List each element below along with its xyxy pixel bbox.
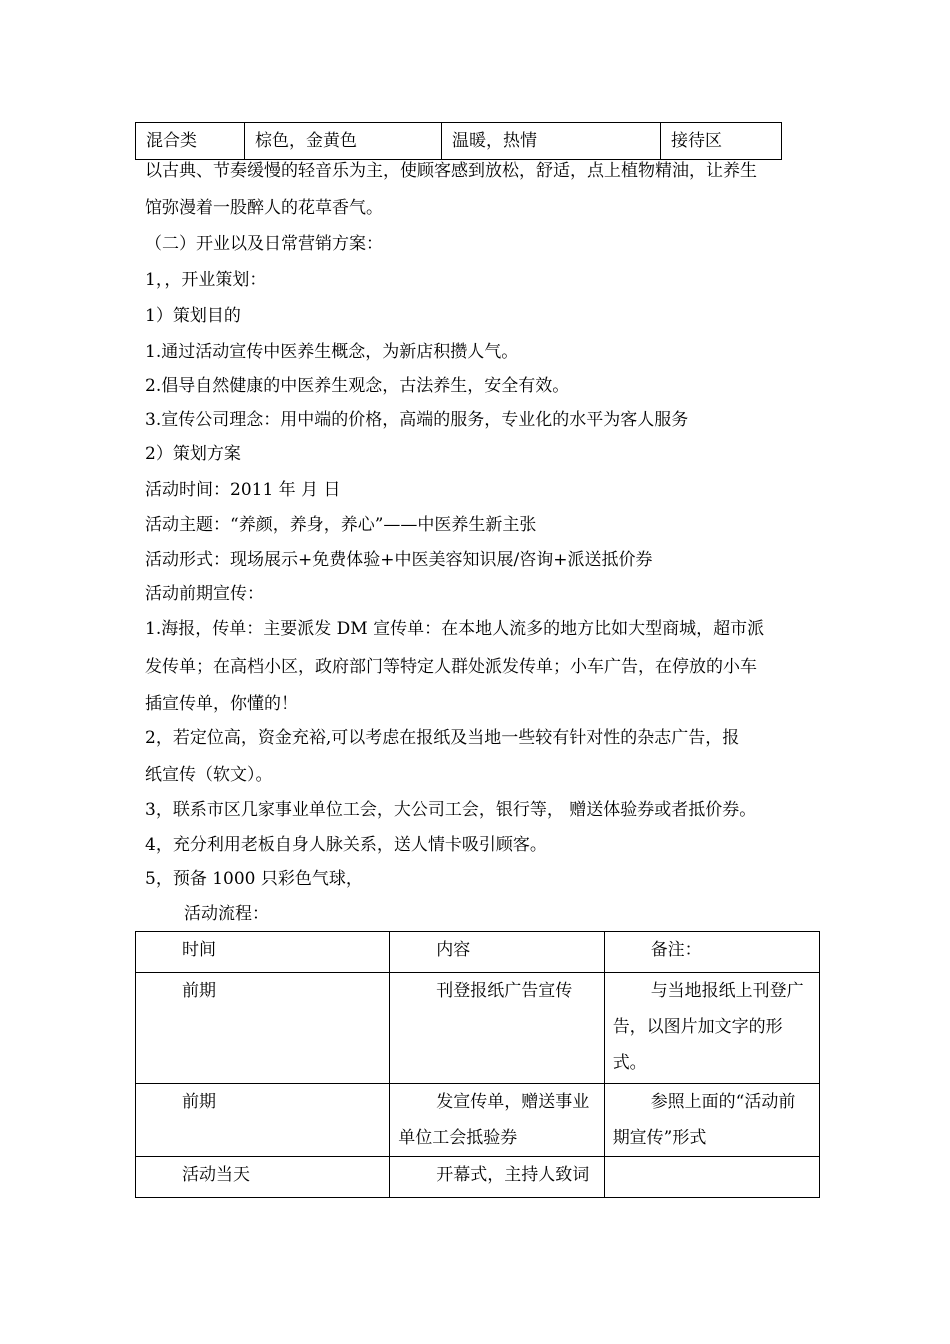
list-item: 发传单；在高档小区，政府部门等特定人群处派发传单；小车广告，在停放的小车 <box>145 657 757 677</box>
table-cell: 前期 <box>136 1084 390 1157</box>
activity-time: 活动时间：2011 年 月 日 <box>145 480 341 500</box>
table-cell: 棕色，金黄色 <box>245 123 442 160</box>
table-row <box>136 932 820 973</box>
paragraph-line: 馆弥漫着一股醉人的花草香气。 <box>145 198 383 218</box>
table-cell <box>604 973 819 1084</box>
list-item: 5，预备 1000 只彩色气球， <box>145 869 363 889</box>
list-item: 纸宣传（软文）。 <box>145 765 273 785</box>
activity-theme: 活动主题：“养颜，养身，养心”——中医养生新主张 <box>145 515 537 535</box>
activity-flow-table <box>135 931 820 1198</box>
paragraph-line: 以古典、节奏缓慢的轻音乐为主，使顾客感到放松，舒适，点上植物精油，让养生 <box>145 161 757 181</box>
table-row <box>136 1084 820 1157</box>
cell-line: 与当地报纸上刊登广 <box>650 981 804 1001</box>
color-scheme-table <box>135 122 782 160</box>
table-header-cell: 时间 <box>136 932 390 973</box>
table-cell: 混合类 <box>136 123 245 160</box>
table-cell: 刊登报纸广告宣传 <box>390 973 604 1084</box>
list-item: 3.宣传公司理念：用中端的价格，高端的服务，专业化的水平为客人服务 <box>145 410 689 430</box>
table-row <box>136 973 820 1084</box>
cell-line: 式。 <box>612 1053 647 1073</box>
activity-form: 活动形式：现场展示+免费体验+中医美容知识展/咨询+派送抵价券 <box>145 550 653 570</box>
table-cell <box>604 1084 819 1157</box>
table-cell: 前期 <box>136 973 390 1084</box>
cell-line: 告，以图片加文字的形 <box>612 1017 783 1037</box>
subsection-heading: 2）策划方案 <box>145 444 241 464</box>
cell-line: 期宣传”形式 <box>612 1128 707 1148</box>
list-item: 1.海报，传单：主要派发 DM 宣传单：在本地人流多的地方比如大型商城，超市派 <box>145 619 765 639</box>
table-cell <box>390 1084 604 1157</box>
subsection-heading: 活动流程： <box>184 904 269 924</box>
table-header-cell: 内容 <box>390 932 604 973</box>
list-item: 3，联系市区几家事业单位工会，大公司工会，银行等， 赠送体验券或者抵价券。 <box>145 800 757 820</box>
subsection-heading: 活动前期宣传： <box>145 584 264 604</box>
cell-line: 发宣传单，赠送事业 <box>436 1092 590 1112</box>
subsection-heading: 1，，开业策划： <box>145 270 267 290</box>
cell-line: 参照上面的“活动前 <box>650 1092 796 1112</box>
table-cell: 温暖，热情 <box>442 123 661 160</box>
cell-line: 单位工会抵验券 <box>398 1128 518 1148</box>
list-item: 2，若定位高，资金充裕,可以考虑在报纸及当地一些较有针对性的杂志广告，报 <box>145 728 740 748</box>
subsection-heading: 1）策划目的 <box>145 306 241 326</box>
list-item: 插宣传单，你懂的！ <box>145 694 298 714</box>
list-item: 2.倡导自然健康的中医养生观念，古法养生，安全有效。 <box>145 376 570 396</box>
list-item: 4，充分利用老板自身人脉关系，送人情卡吸引顾客。 <box>145 835 547 855</box>
table-row <box>136 123 782 160</box>
table-header-cell: 备注： <box>604 932 819 973</box>
table-cell <box>604 1157 819 1198</box>
list-item: 1.通过活动宣传中医养生概念，为新店积攒人气。 <box>145 342 519 362</box>
table-cell: 接待区 <box>661 123 782 160</box>
table-cell: 活动当天 <box>136 1157 390 1198</box>
table-cell: 开幕式，主持人致词 <box>390 1157 604 1198</box>
section-heading: （二）开业以及日常营销方案： <box>145 234 383 254</box>
table-row <box>136 1157 820 1198</box>
